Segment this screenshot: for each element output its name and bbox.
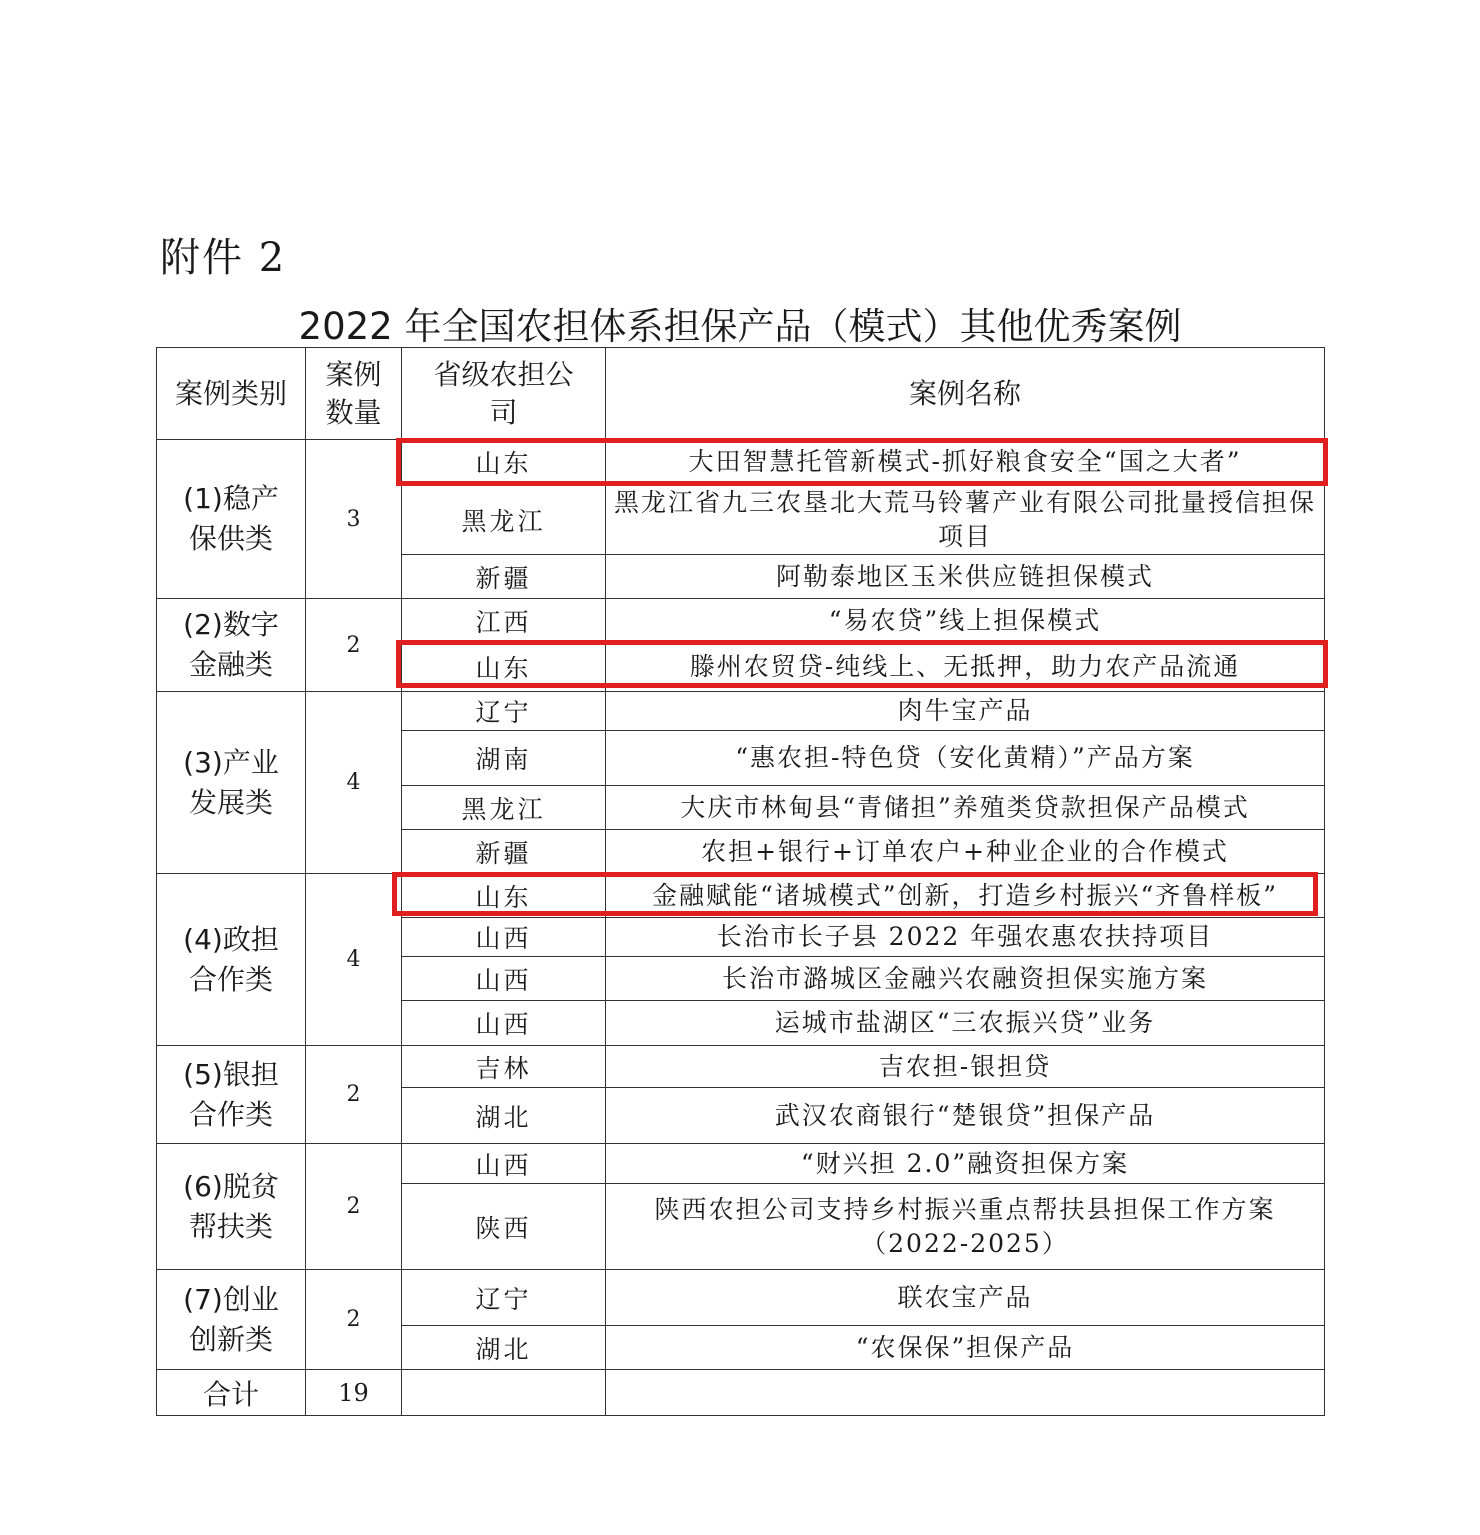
province-cell: 新疆	[402, 830, 606, 874]
province-cell: 山东	[402, 643, 606, 692]
province-cell: 湖北	[402, 1088, 606, 1144]
total-value: 19	[306, 1370, 402, 1416]
header-category: 案例类别	[157, 348, 306, 440]
province-cell: 辽宁	[402, 692, 606, 731]
header-company: 省级农担公 司	[402, 348, 606, 440]
cases-table	[156, 347, 1325, 1416]
header-case-name: 案例名称	[606, 348, 1325, 440]
province-cell: 辽宁	[402, 1270, 606, 1326]
table-row	[157, 692, 1325, 731]
count-cell: 2	[306, 599, 402, 692]
count-cell: 4	[306, 692, 402, 874]
attachment-label: 附件 2	[160, 235, 287, 281]
province-cell: 江西	[402, 599, 606, 643]
province-cell: 黑龙江	[402, 485, 606, 555]
table-row	[157, 1046, 1325, 1088]
case-name-cell: 陕西农担公司支持乡村振兴重点帮扶县担保工作方案（2022-2025）	[606, 1184, 1325, 1270]
province-cell: 山西	[402, 1144, 606, 1184]
case-name-cell: “易农贷”线上担保模式	[606, 599, 1325, 643]
count-cell: 4	[306, 874, 402, 1046]
case-name-cell: “惠农担-特色贷（安化黄精）”产品方案	[606, 731, 1325, 786]
count-cell: 2	[306, 1144, 402, 1270]
case-name-cell: 阿勒泰地区玉米供应链担保模式	[606, 555, 1325, 599]
header-row	[157, 348, 1325, 440]
case-name-cell: 联农宝产品	[606, 1270, 1325, 1326]
total-empty-cell	[402, 1370, 606, 1416]
province-cell: 黑龙江	[402, 786, 606, 830]
table-row	[157, 1270, 1325, 1326]
province-cell: 山东	[402, 874, 606, 918]
case-name-cell: 黑龙江省九三农垦北大荒马铃薯产业有限公司批量授信担保项目	[606, 485, 1325, 555]
case-name-cell: 长治市长子县 2022 年强农惠农扶持项目	[606, 918, 1325, 957]
total-empty-cell	[606, 1370, 1325, 1416]
case-name-cell: “财兴担 2.0”融资担保方案	[606, 1144, 1325, 1184]
province-cell: 陕西	[402, 1184, 606, 1270]
category-cell: (6)脱贫 帮扶类	[157, 1144, 306, 1270]
province-cell: 山西	[402, 957, 606, 1001]
case-name-cell: 金融赋能“诸城模式”创新，打造乡村振兴“齐鲁样板”	[606, 874, 1325, 918]
province-cell: 山东	[402, 440, 606, 485]
province-cell: 湖北	[402, 1326, 606, 1370]
case-name-cell: 运城市盐湖区“三农振兴贷”业务	[606, 1001, 1325, 1046]
case-name-cell: 肉牛宝产品	[606, 692, 1325, 731]
case-name-cell: 大庆市林甸县“青储担”养殖类贷款担保产品模式	[606, 786, 1325, 830]
header-count: 案例 数量	[306, 348, 402, 440]
table-row	[157, 440, 1325, 485]
table-row	[157, 599, 1325, 643]
province-cell: 湖南	[402, 731, 606, 786]
province-cell: 山西	[402, 1001, 606, 1046]
case-name-cell: 大田智慧托管新模式-抓好粮食安全“国之大者”	[606, 440, 1325, 485]
table-row	[157, 874, 1325, 918]
case-name-cell: 武汉农商银行“楚银贷”担保产品	[606, 1088, 1325, 1144]
category-cell: (5)银担 合作类	[157, 1046, 306, 1144]
category-cell: (7)创业 创新类	[157, 1270, 306, 1370]
category-cell: (1)稳产 保供类	[157, 440, 306, 599]
case-name-cell: 吉农担-银担贷	[606, 1046, 1325, 1088]
case-name-cell: “农保保”担保产品	[606, 1326, 1325, 1370]
province-cell: 山西	[402, 918, 606, 957]
document-title: 2022 年全国农担体系担保产品（模式）其他优秀案例	[298, 305, 1182, 348]
category-cell: (3)产业 发展类	[157, 692, 306, 874]
count-cell: 2	[306, 1046, 402, 1144]
count-cell: 2	[306, 1270, 402, 1370]
province-cell: 吉林	[402, 1046, 606, 1088]
case-name-cell: 长治市潞城区金融兴农融资担保实施方案	[606, 957, 1325, 1001]
province-cell: 新疆	[402, 555, 606, 599]
case-name-cell: 农担+银行+订单农户+种业企业的合作模式	[606, 830, 1325, 874]
total-row	[157, 1370, 1325, 1416]
category-cell: (4)政担 合作类	[157, 874, 306, 1046]
total-label: 合计	[157, 1370, 306, 1416]
table-row	[157, 1144, 1325, 1184]
category-cell: (2)数字 金融类	[157, 599, 306, 692]
case-name-cell: 滕州农贸贷-纯线上、无抵押，助力农产品流通	[606, 643, 1325, 692]
count-cell: 3	[306, 440, 402, 599]
